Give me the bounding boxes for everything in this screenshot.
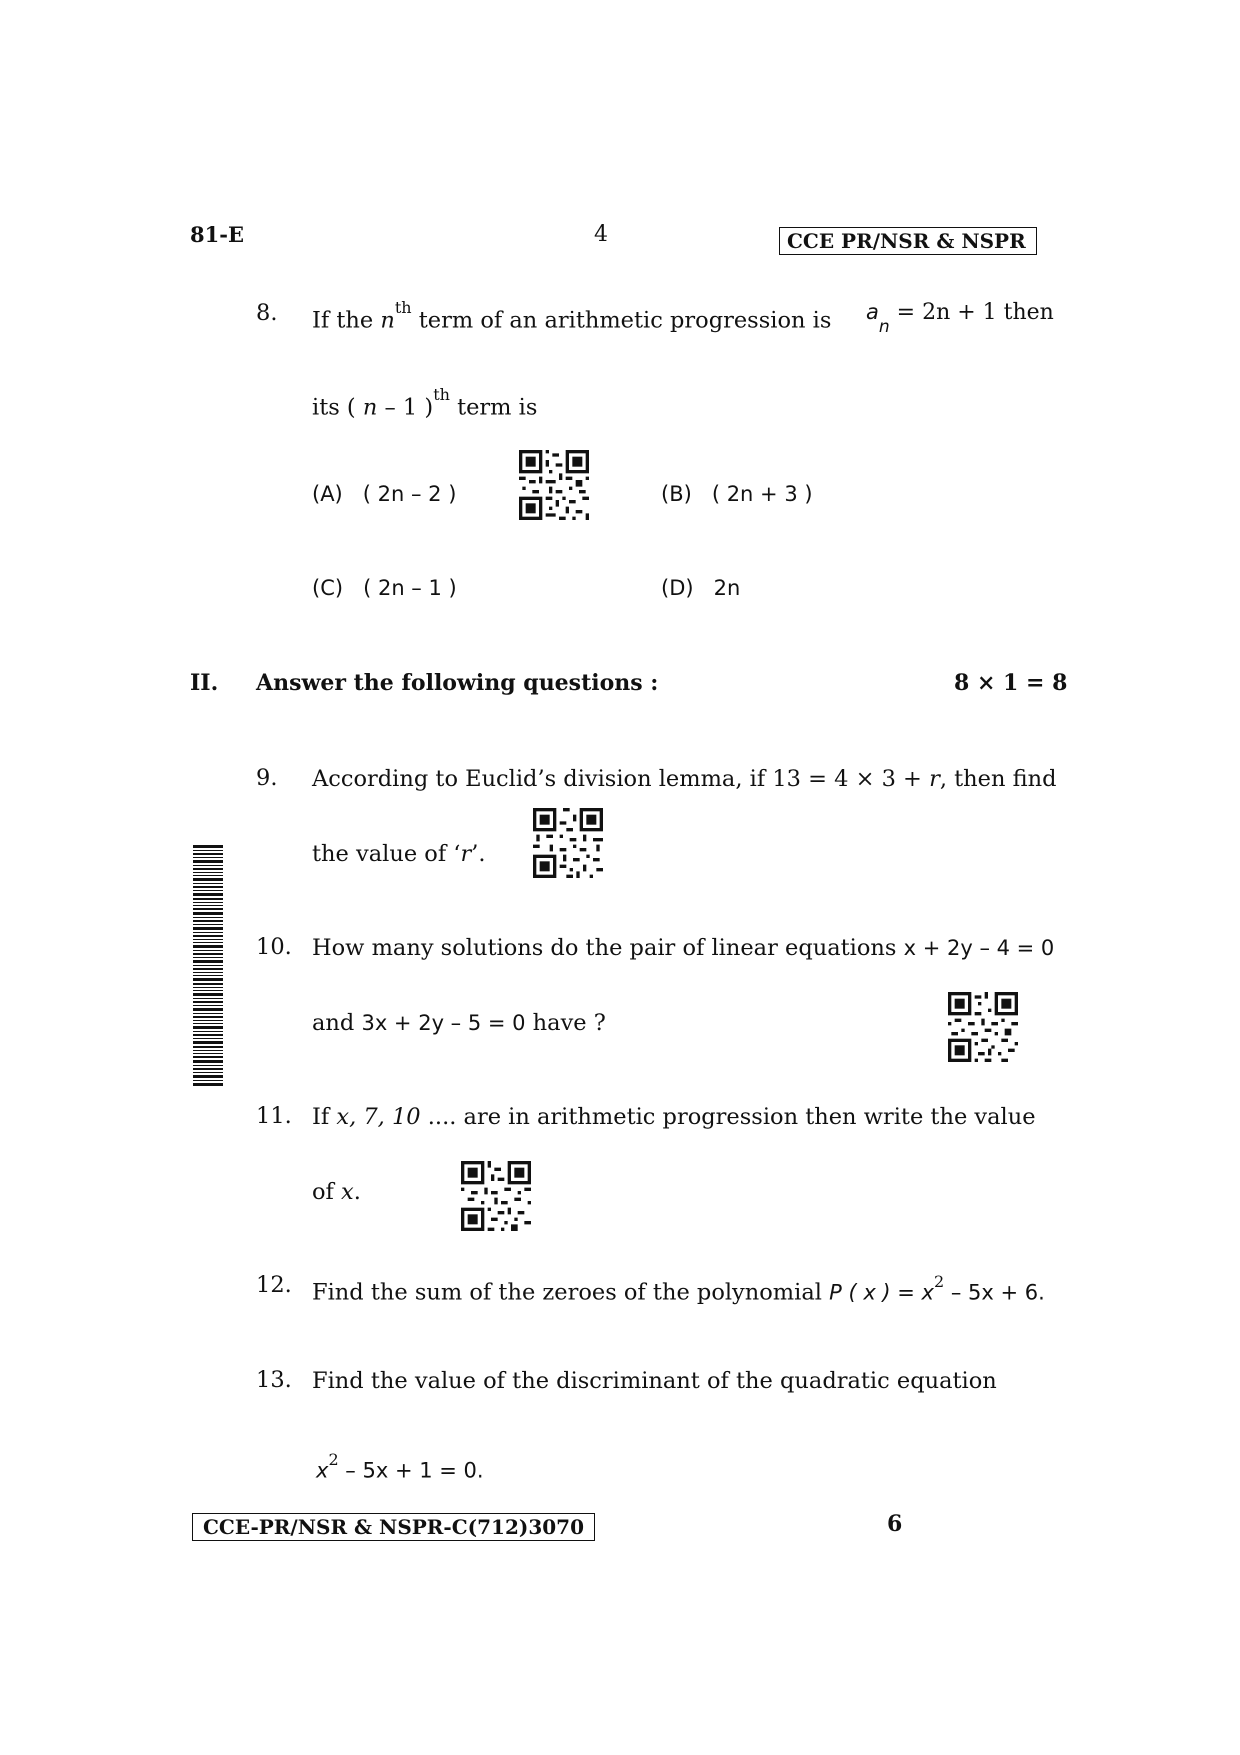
qr-code-icon	[461, 1161, 531, 1231]
question-13-line-2: $x^2 - 5x + 1 = 0$.	[316, 1450, 484, 1483]
question-13-line-1: Find the value of the discriminant of the quadratic equation	[312, 1368, 997, 1394]
question-8-formula: $a_n = 2n + 1$ then	[866, 300, 1054, 338]
footer-page-number: 6	[887, 1511, 903, 1537]
question-12-line-1: Find the sum of the zeroes of the polynomial P ( x ) = $x^2 - 5x + 6$.	[312, 1272, 1045, 1306]
footer-code-box: CCE-PR/NSR & NSPR-C(712)3070	[192, 1513, 595, 1541]
question-9-line-2: the value of ‘r’.	[312, 841, 486, 867]
qr-code-icon	[519, 450, 589, 520]
question-11-line-2: of x.	[312, 1179, 361, 1205]
question-10-line-2: and 3x + 2y – 5 = 0 have ?	[312, 1010, 606, 1036]
section-title: Answer the following questions :	[256, 670, 659, 696]
exam-code-box: CCE PR/NSR & NSPR	[779, 227, 1037, 255]
question-number: 8.	[256, 300, 278, 326]
question-9-line-1: According to Euclid’s division lemma, if 13 = 4 × 3 + r, then find	[312, 766, 1057, 792]
option-d[interactable]: (D) 2n	[661, 576, 741, 600]
question-number: 12.	[256, 1272, 292, 1298]
question-10-line-1: How many solutions do the pair of linear equations x + 2y – 4 = 0	[312, 935, 1055, 961]
question-8-line-1: If the $n^{th}$ term of an arithmetic progression is	[312, 298, 832, 334]
page-number: 4	[594, 222, 608, 247]
question-number: 10.	[256, 934, 292, 960]
option-c[interactable]: (C) ( 2n – 1 )	[312, 576, 457, 600]
section-marks: 8 × 1 = 8	[954, 670, 1068, 696]
question-number: 11.	[256, 1103, 292, 1129]
question-number: 9.	[256, 765, 278, 791]
question-number: 13.	[256, 1367, 292, 1393]
qr-code-icon	[533, 808, 603, 878]
barcode-icon	[193, 845, 223, 1087]
option-b[interactable]: (B) ( 2n + 3 )	[661, 482, 813, 506]
question-11-line-1: If x, 7, 10 .... are in arithmetic progression then write the value	[312, 1104, 1036, 1130]
qr-code-icon	[948, 992, 1018, 1062]
section-number: II.	[190, 670, 219, 696]
question-8-line-2: its ( n – 1 )$^{th}$ term is	[312, 385, 538, 421]
option-a[interactable]: (A) ( 2n – 2 )	[312, 482, 457, 506]
paper-code: 81-E	[190, 222, 244, 247]
